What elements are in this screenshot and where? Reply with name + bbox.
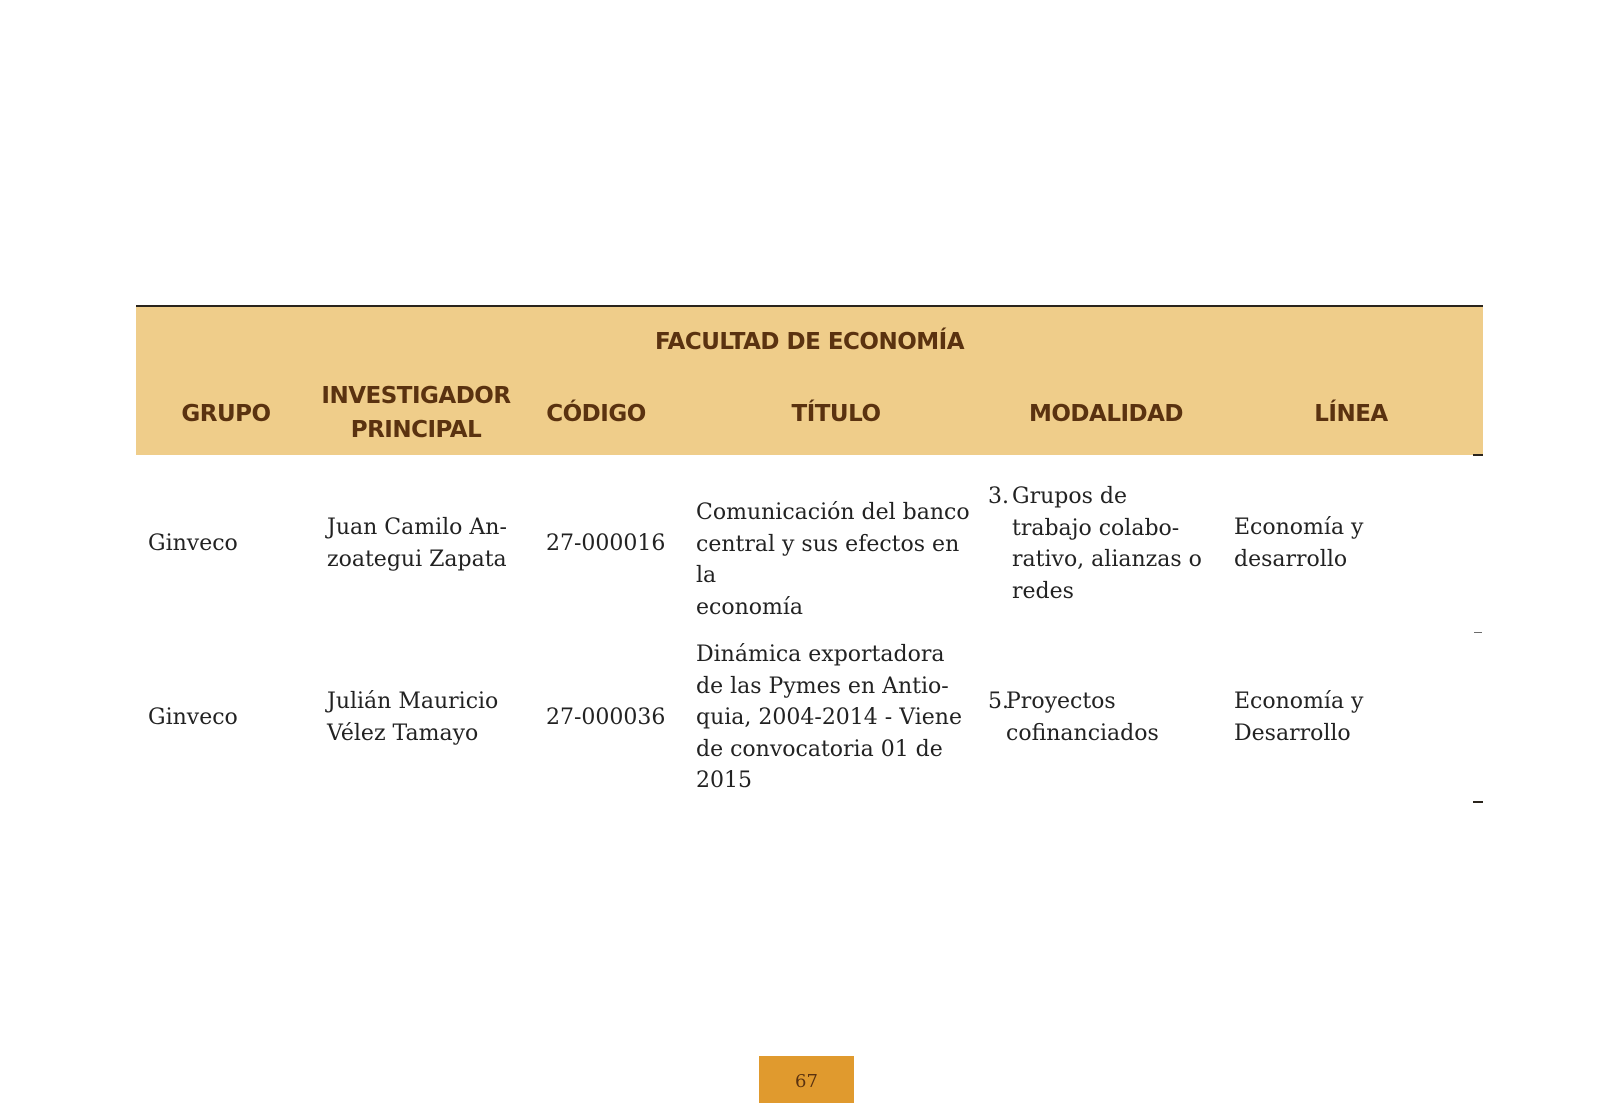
cell-grupo: Ginveco [148, 531, 238, 556]
cell-modalidad-line: redes [1012, 578, 1074, 604]
cell-modalidad-line: rativo, alianzas o [1012, 547, 1202, 572]
cell-titulo-line: de convocatoria 01 de [696, 736, 943, 762]
cell-titulo-line: de las Pymes en Antio- [696, 673, 949, 699]
cell-modalidad-number: 3. [988, 484, 1009, 509]
cell-investigador [327, 512, 527, 575]
cell-investigador-line: Julián Mauricio [327, 689, 499, 714]
column-header-investigador-line2: PRINCIPAL [350, 417, 482, 443]
column-header-grupo: GRUPO [181, 401, 271, 427]
cell-titulo-line: Comunicación del banco [696, 500, 970, 525]
cell-modalidad [1006, 686, 1206, 749]
cell-modalidad-line: Proyectos [1006, 689, 1116, 714]
cell-modalidad-line: trabajo colabo- [1012, 515, 1180, 541]
table-row [136, 641, 1483, 801]
cell-modalidad [1012, 481, 1212, 607]
cell-modalidad-number: 5. [988, 689, 1009, 714]
cell-modalidad-line: cofinanciados [1006, 720, 1159, 746]
cell-linea [1234, 686, 1434, 749]
cell-linea-line: desarrollo [1234, 546, 1348, 572]
column-header-codigo: CÓDIGO [546, 401, 646, 427]
cell-titulo [696, 639, 986, 797]
cell-linea-line: Economía y [1234, 515, 1364, 540]
cell-titulo-line: central y sus efectos en la [696, 531, 960, 588]
cell-titulo-line: Dinámica exportadora [696, 642, 945, 667]
cell-titulo [696, 497, 986, 623]
cell-modalidad-line: Grupos de [1012, 484, 1127, 509]
cell-grupo: Ginveco [148, 705, 238, 730]
research-projects-table [136, 305, 1483, 455]
cell-investigador-line: Vélez Tamayo [327, 720, 479, 746]
page-number: 67 [759, 1056, 854, 1103]
cell-linea-line: Desarrollo [1234, 720, 1351, 746]
cell-investigador-line: Juan Camilo An- [327, 515, 507, 540]
column-header-modalidad: MODALIDAD [1028, 401, 1184, 427]
table-header [136, 307, 1483, 455]
cell-investigador-line: zoategui Zapata [327, 546, 507, 572]
cell-titulo-line: 2015 [696, 768, 752, 793]
cell-investigador [327, 686, 527, 749]
table-row [136, 483, 1483, 623]
row-divider-tick [1474, 632, 1482, 633]
cell-linea [1234, 512, 1434, 575]
column-header-investigador [316, 379, 516, 447]
cell-linea-line: Economía y [1234, 689, 1364, 714]
row-divider-tick [1473, 801, 1483, 803]
faculty-title: FACULTAD DE ECONOMÍA [654, 329, 965, 355]
cell-codigo: 27-000036 [546, 705, 666, 730]
column-header-titulo: TÍTULO [791, 401, 881, 427]
row-divider-tick [1473, 454, 1483, 456]
column-header-investigador-line1: INVESTIGADOR [321, 383, 511, 409]
cell-codigo: 27-000016 [546, 531, 666, 556]
column-header-linea: LÍNEA [1314, 401, 1388, 427]
cell-titulo-line: economía [696, 594, 804, 620]
cell-titulo-line: quia, 2004-2014 - Viene [696, 705, 962, 730]
